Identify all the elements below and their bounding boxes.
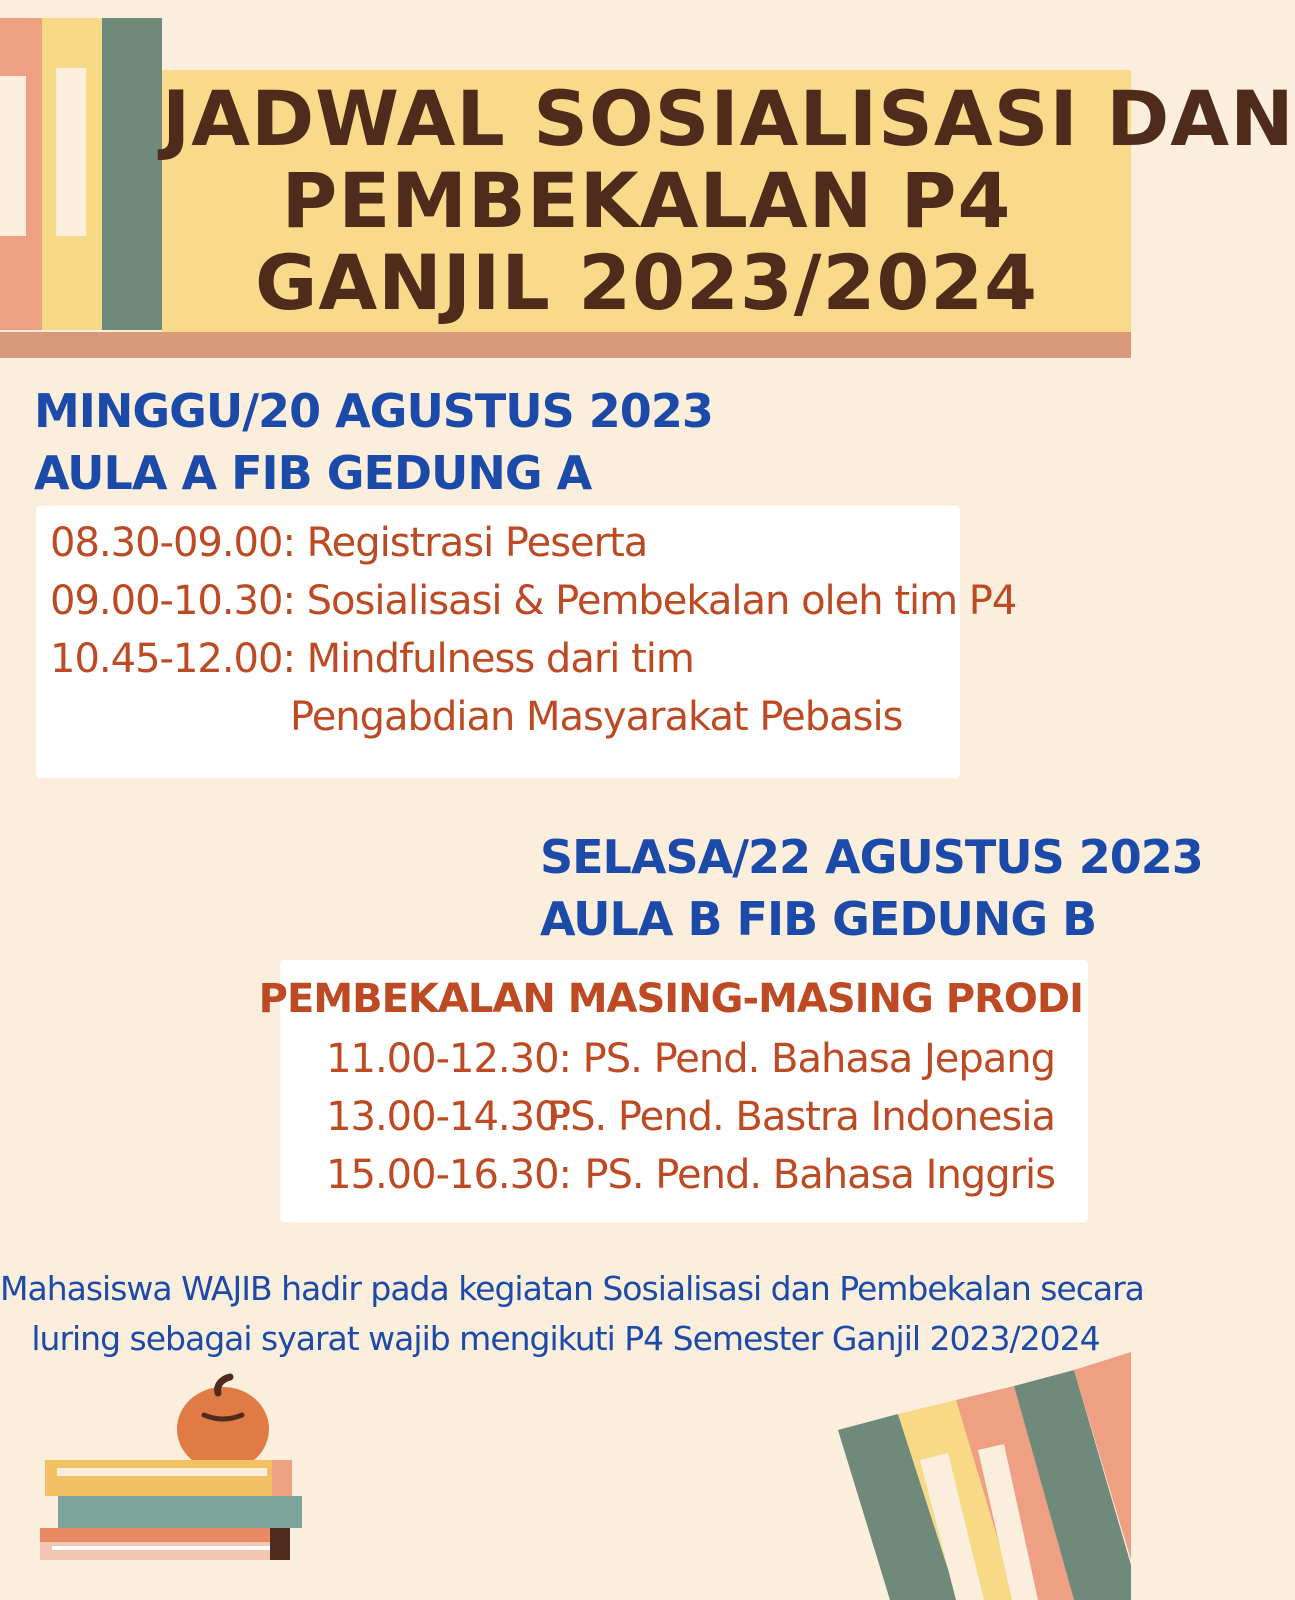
session-2-subtitle: PEMBEKALAN MASING-MASING PRODI — [258, 976, 1083, 1022]
schedule-program: PS. Pend. Bahasa Inggris — [584, 1152, 1055, 1198]
book-spine-salmon — [0, 18, 42, 330]
schedule-activity: Sosialisasi & Pembekalan oleh tim P4 — [306, 578, 1017, 624]
session-2-date: SELASA/22 AGUSTUS 2023 — [540, 830, 1203, 884]
session-2-venue: AULA B FIB GEDUNG B — [540, 892, 1097, 946]
page-title — [162, 74, 1295, 327]
session-2-header — [540, 826, 1203, 950]
session-1-date: MINGGU/20 AGUSTUS 2023 — [34, 384, 713, 438]
schedule-time: 13.00-14.30: — [326, 1094, 571, 1140]
notice-line-2: luring sebagai syarat wajib mengikuti P4 Semester Ganjil 2023/2024 — [31, 1319, 1100, 1358]
schedule-activity-continuation: Pengabdian Masyarakat Pebasis — [290, 694, 903, 740]
schedule-time: 09.00-10.30: — [50, 578, 295, 624]
banner-divider — [0, 332, 1131, 358]
schedule-row — [50, 572, 1016, 630]
schedule-time: 08.30-09.00: — [50, 520, 295, 566]
stacked-books-icon — [40, 1460, 302, 1560]
title-line-3: GANJIL 2023/2024 — [254, 238, 1039, 327]
book-spines-decoration — [838, 1310, 1131, 1600]
title-line-1: JADWAL SOSIALISASI DAN — [162, 74, 1295, 163]
schedule-row — [50, 630, 694, 688]
schedule-program: PS. Pend. Bahasa Jepang — [582, 1036, 1055, 1082]
title-line-2: PEMBEKALAN P4 — [281, 156, 1012, 245]
notice-line-1: Mahasiswa WAJIB hadir pada kegiatan Sosialisasi dan Pembekalan secara — [0, 1269, 1144, 1308]
schedule-time: 15.00-16.30: — [326, 1152, 571, 1198]
session-1-header — [34, 380, 713, 504]
session-1-venue: AULA A FIB GEDUNG A — [34, 446, 592, 500]
book-spine-green — [102, 18, 162, 330]
schedule-activity: Mindfulness dari tim — [306, 636, 694, 682]
schedule-time: 11.00-12.30: — [326, 1036, 571, 1082]
apple-on-books-illustration — [30, 1375, 310, 1585]
book-spine-yellow — [42, 18, 102, 330]
schedule-activity: Registrasi Peserta — [306, 520, 648, 566]
schedule-time: 10.45-12.00: — [50, 636, 295, 682]
schedule-row — [50, 514, 647, 572]
schedule-program: PS. Pend. Bastra Indonesia — [546, 1094, 1055, 1140]
apple-icon — [177, 1377, 269, 1471]
